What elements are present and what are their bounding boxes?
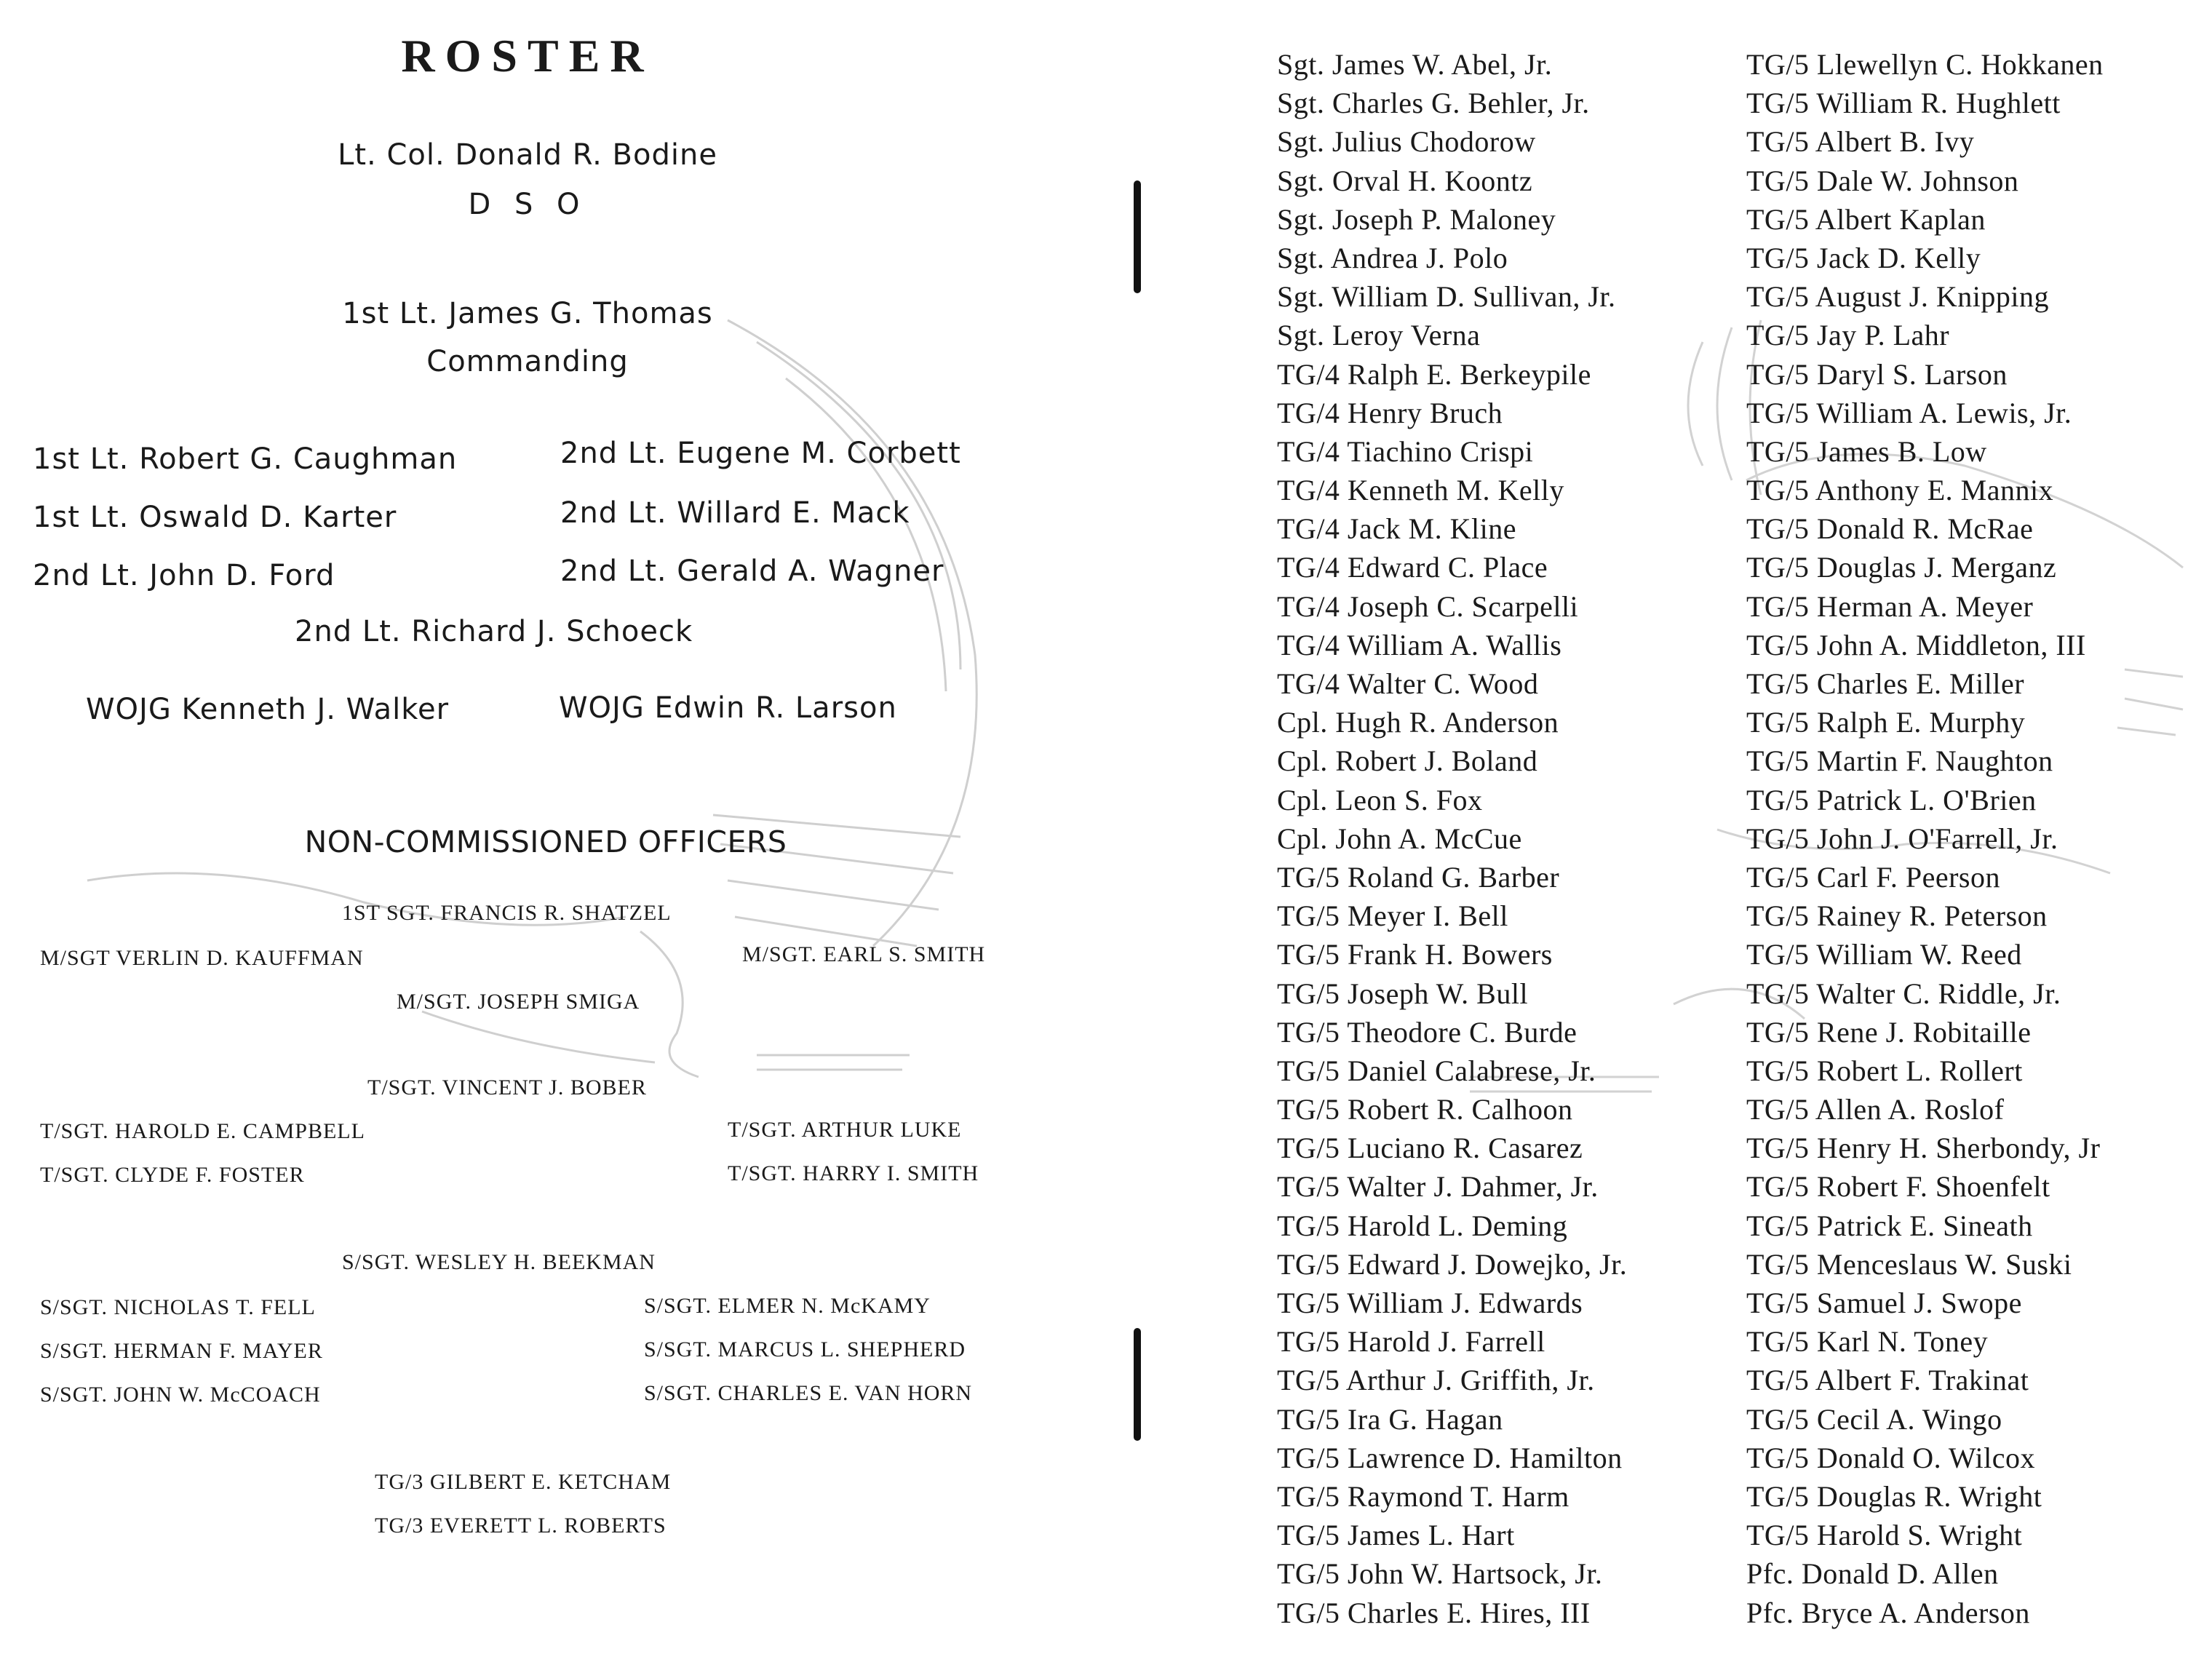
roster-entry: TG/5 Meyer I. Bell bbox=[1277, 899, 1508, 933]
technician-third-grade: TG/3 EVERETT L. ROBERTS bbox=[375, 1514, 667, 1538]
roster-entry: TG/5 Anthony E. Mannix bbox=[1746, 474, 2054, 507]
commander-decoration: D S O bbox=[468, 188, 587, 221]
roster-entry: TG/4 Kenneth M. Kelly bbox=[1277, 474, 1564, 507]
roster-entry: TG/5 Douglas R. Wright bbox=[1746, 1479, 2042, 1513]
officer-center: 2nd Lt. Richard J. Schoeck bbox=[295, 615, 693, 648]
officer-left: 1st Lt. Robert G. Caughman bbox=[33, 442, 458, 476]
roster-entry: TG/5 Harold J. Farrell bbox=[1277, 1325, 1545, 1359]
tech-sergeant: T/SGT. VINCENT J. BOBER bbox=[367, 1076, 647, 1100]
roster-entry: TG/5 Allen A. Roslof bbox=[1746, 1093, 2005, 1126]
page-title: ROSTER bbox=[401, 30, 654, 81]
roster-entry: TG/5 Walter C. Riddle, Jr. bbox=[1746, 977, 2061, 1010]
roster-entry: TG/4 Tiachino Crispi bbox=[1277, 434, 1534, 468]
officer-left: 1st Lt. Oswald D. Karter bbox=[33, 501, 397, 534]
roster-entry: Sgt. Leroy Verna bbox=[1277, 319, 1481, 352]
roster-entry: TG/5 Dale W. Johnson bbox=[1746, 164, 2019, 197]
roster-entry: Sgt. Charles G. Behler, Jr. bbox=[1277, 87, 1590, 120]
roster-entry: TG/5 Harold L. Deming bbox=[1277, 1209, 1568, 1242]
roster-entry: TG/5 Ralph E. Murphy bbox=[1746, 706, 2026, 739]
roster-entry: TG/5 William J. Edwards bbox=[1277, 1287, 1583, 1319]
tech-sergeant: T/SGT. CLYDE F. FOSTER bbox=[40, 1163, 305, 1187]
roster-entry: TG/5 Albert F. Trakinat bbox=[1746, 1364, 2029, 1397]
roster-entry: TG/5 Rene J. Robitaille bbox=[1746, 1015, 2032, 1049]
roster-entry: TG/5 Donald O. Wilcox bbox=[1746, 1441, 2035, 1474]
roster-entry: TG/4 Ralph E. Berkeypile bbox=[1277, 357, 1591, 391]
roster-entry: TG/5 Charles E. Miller bbox=[1746, 667, 2025, 700]
roster-entry: TG/5 August J. Knipping bbox=[1746, 280, 2049, 314]
roster-entry: TG/5 Joseph W. Bull bbox=[1277, 977, 1529, 1010]
roster-entry: TG/5 Robert F. Shoenfelt bbox=[1746, 1170, 2050, 1204]
roster-entry: Pfc. Donald D. Allen bbox=[1746, 1557, 1999, 1591]
roster-entry: TG/5 Albert B. Ivy bbox=[1746, 125, 1975, 159]
roster-entry: TG/4 Walter C. Wood bbox=[1277, 667, 1539, 700]
roster-entry: TG/5 Luciano R. Casarez bbox=[1277, 1132, 1583, 1165]
roster-entry: Sgt. Orval H. Koontz bbox=[1277, 164, 1533, 197]
roster-entry: TG/5 James L. Hart bbox=[1277, 1519, 1515, 1552]
roster-entry: TG/5 Jack D. Kelly bbox=[1746, 241, 1981, 274]
roster-entry: TG/5 Patrick L. O'Brien bbox=[1746, 783, 2037, 816]
roster-entry: TG/5 John W. Hartsock, Jr. bbox=[1277, 1557, 1603, 1591]
roster-entry: TG/5 Frank H. Bowers bbox=[1277, 938, 1553, 971]
roster-entry: TG/5 Llewellyn C. Hokkanen bbox=[1746, 48, 2104, 81]
roster-entry: TG/5 William R. Hughlett bbox=[1746, 87, 2061, 120]
right-page bbox=[1106, 0, 2212, 1654]
roster-entry: TG/5 Edward J. Dowejko, Jr. bbox=[1277, 1247, 1628, 1281]
roster-entry: TG/5 Jay P. Lahr bbox=[1746, 319, 1950, 352]
company-commander-name: 1st Lt. James G. Thomas bbox=[342, 297, 713, 330]
roster-entry: TG/5 James B. Low bbox=[1746, 434, 1987, 468]
roster-entry: TG/5 Douglas J. Merganz bbox=[1746, 551, 2057, 584]
roster-entry: TG/5 Daryl S. Larson bbox=[1746, 357, 2008, 391]
staff-sergeant: S/SGT. ELMER N. McKAMY bbox=[644, 1294, 931, 1318]
roster-entry: TG/5 Daniel Calabrese, Jr. bbox=[1277, 1054, 1596, 1087]
officer-right: 2nd Lt. Gerald A. Wagner bbox=[560, 554, 944, 588]
roster-entry: TG/5 Rainey R. Peterson bbox=[1746, 899, 2048, 933]
roster-entry: TG/5 Ira G. Hagan bbox=[1277, 1402, 1503, 1436]
roster-entry: TG/5 Carl F. Peerson bbox=[1746, 860, 2000, 894]
officer-right: 2nd Lt. Eugene M. Corbett bbox=[560, 437, 961, 470]
roster-entry: Cpl. Robert J. Boland bbox=[1277, 744, 1538, 778]
roster-entry: TG/5 John A. Middleton, III bbox=[1746, 628, 2086, 661]
master-sergeant: M/SGT. JOSEPH SMIGA bbox=[397, 990, 640, 1014]
roster-entry: TG/5 Charles E. Hires, III bbox=[1277, 1596, 1591, 1629]
staff-sergeant: S/SGT. HERMAN F. MAYER bbox=[40, 1339, 323, 1363]
roster-entry: Cpl. John A. McCue bbox=[1277, 822, 1522, 855]
roster-entry: TG/5 Arthur J. Griffith, Jr. bbox=[1277, 1364, 1595, 1397]
roster-entry: Sgt. Joseph P. Maloney bbox=[1277, 202, 1556, 236]
roster-entry: TG/4 William A. Wallis bbox=[1277, 628, 1562, 661]
roster-column-2 bbox=[1746, 45, 2104, 1632]
technician-third-grade: TG/3 GILBERT E. KETCHAM bbox=[375, 1470, 672, 1494]
roster-entry: TG/5 William W. Reed bbox=[1746, 938, 2022, 971]
roster-entry: TG/5 Martin F. Naughton bbox=[1746, 744, 2053, 778]
roster-entry: TG/5 Henry H. Sherbondy, Jr bbox=[1746, 1132, 2101, 1165]
roster-entry: TG/4 Henry Bruch bbox=[1277, 396, 1503, 429]
staff-sergeant: S/SGT. WESLEY H. BEEKMAN bbox=[342, 1250, 656, 1274]
roster-entry: TG/5 Patrick E. Sineath bbox=[1746, 1209, 2033, 1242]
roster-entry: TG/5 Samuel J. Swope bbox=[1746, 1287, 2022, 1319]
tech-sergeant: T/SGT. ARTHUR LUKE bbox=[728, 1118, 962, 1142]
roster-entry: TG/5 Herman A. Meyer bbox=[1746, 589, 2034, 623]
staff-sergeant: S/SGT. MARCUS L. SHEPHERD bbox=[644, 1337, 966, 1361]
roster-entry: TG/5 William A. Lewis, Jr. bbox=[1746, 396, 2072, 429]
first-sergeant: 1ST SGT. FRANCIS R. SHATZEL bbox=[342, 901, 672, 925]
staff-sergeant: S/SGT. NICHOLAS T. FELL bbox=[40, 1295, 316, 1319]
roster-entry: TG/5 Karl N. Toney bbox=[1746, 1325, 1989, 1359]
officer-right: 2nd Lt. Willard E. Mack bbox=[560, 496, 910, 530]
roster-entry: Sgt. William D. Sullivan, Jr. bbox=[1277, 280, 1616, 314]
nco-heading: NON-COMMISSIONED OFFICERS bbox=[304, 824, 787, 859]
roster-entry: TG/5 Robert R. Calhoon bbox=[1277, 1093, 1573, 1126]
roster-entry: TG/5 Robert L. Rollert bbox=[1746, 1054, 2023, 1087]
roster-entry: Cpl. Hugh R. Anderson bbox=[1277, 706, 1559, 739]
master-sergeant: M/SGT. EARL S. SMITH bbox=[742, 942, 986, 966]
roster-entry: TG/5 Menceslaus W. Suski bbox=[1746, 1247, 2072, 1281]
roster-entry: TG/4 Edward C. Place bbox=[1277, 551, 1548, 584]
roster-entry: TG/5 Cecil A. Wingo bbox=[1746, 1402, 2002, 1436]
staff-sergeant: S/SGT. JOHN W. McCOACH bbox=[40, 1383, 321, 1407]
roster-entry: TG/5 Lawrence D. Hamilton bbox=[1277, 1441, 1623, 1474]
tech-sergeant: T/SGT. HAROLD E. CAMPBELL bbox=[40, 1119, 365, 1143]
master-sergeant: M/SGT VERLIN D. KAUFFMAN bbox=[40, 946, 364, 970]
roster-column-1 bbox=[1277, 45, 1627, 1632]
roster-entry: Sgt. James W. Abel, Jr. bbox=[1277, 48, 1553, 81]
roster-entry: TG/5 Roland G. Barber bbox=[1277, 860, 1560, 894]
warrant-officer: WOJG Kenneth J. Walker bbox=[86, 693, 450, 726]
roster-entry: Pfc. Bryce A. Anderson bbox=[1746, 1596, 2030, 1629]
commander-name: Lt. Col. Donald R. Bodine bbox=[338, 138, 717, 172]
officer-left: 2nd Lt. John D. Ford bbox=[33, 559, 335, 592]
tech-sergeant: T/SGT. HARRY I. SMITH bbox=[728, 1161, 979, 1185]
roster-entry: TG/4 Jack M. Kline bbox=[1277, 512, 1516, 546]
roster-entry: TG/5 Harold S. Wright bbox=[1746, 1519, 2023, 1552]
roster-entry: Sgt. Andrea J. Polo bbox=[1277, 241, 1508, 274]
roster-entry: TG/5 Theodore C. Burde bbox=[1277, 1015, 1578, 1049]
roster-entry: TG/5 Albert Kaplan bbox=[1746, 202, 1986, 236]
staff-sergeant: S/SGT. CHARLES E. VAN HORN bbox=[644, 1381, 973, 1405]
company-commander-role: Commanding bbox=[426, 345, 629, 378]
roster-entry: Sgt. Julius Chodorow bbox=[1277, 125, 1536, 159]
roster-entry: TG/5 Donald R. McRae bbox=[1746, 512, 2034, 546]
roster-entry: Cpl. Leon S. Fox bbox=[1277, 783, 1483, 816]
warrant-officer: WOJG Edwin R. Larson bbox=[559, 691, 897, 725]
roster-entry: TG/5 Raymond T. Harm bbox=[1277, 1479, 1570, 1513]
roster-entry: TG/4 Joseph C. Scarpelli bbox=[1277, 589, 1579, 623]
roster-entry: TG/5 John J. O'Farrell, Jr. bbox=[1746, 822, 2058, 855]
roster-entry: TG/5 Walter J. Dahmer, Jr. bbox=[1277, 1170, 1599, 1204]
